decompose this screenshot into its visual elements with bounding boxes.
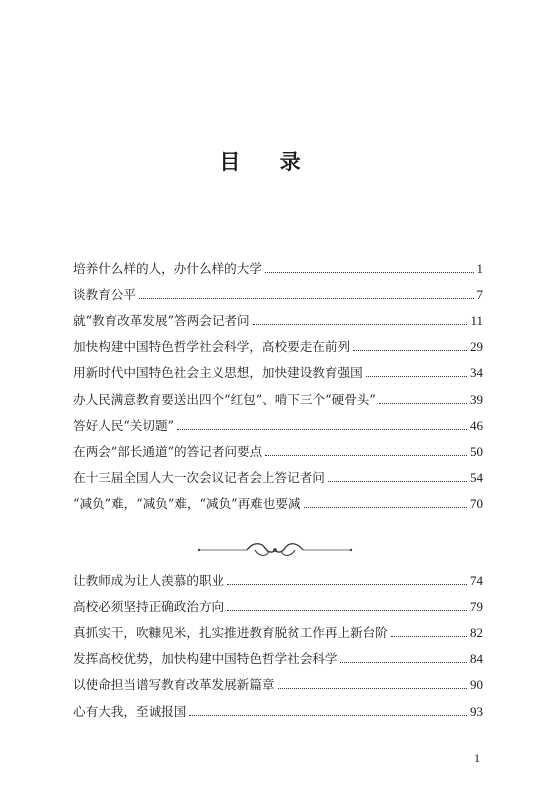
dot-leader	[278, 688, 468, 689]
toc-entry-title: 发挥高校优势，加快构建中国特色哲学社会科学	[73, 651, 338, 667]
dot-leader	[189, 715, 467, 716]
toc-entry[interactable]	[73, 641, 483, 667]
toc-entry-page: 46	[470, 417, 483, 433]
toc-entry[interactable]	[73, 563, 483, 589]
ornament-divider	[195, 540, 355, 560]
toc-entry[interactable]	[73, 251, 483, 277]
toc-entry-page: 70	[470, 495, 483, 511]
toc-entry-title: “减负”难，“减负”难，“减负”再难也要减	[73, 495, 301, 511]
toc-entry-title: 心有大我，至诚报国	[73, 703, 187, 719]
dot-leader	[391, 636, 467, 637]
toc-section-1	[73, 251, 483, 512]
dot-leader	[265, 272, 474, 273]
toc-entry-title: 高校必须坚持正确政治方向	[73, 599, 225, 615]
toc-entry-page: 34	[470, 365, 483, 381]
toc-entry[interactable]	[73, 615, 483, 641]
toc-entry-page: 82	[470, 625, 483, 641]
toc-entry[interactable]	[73, 486, 483, 512]
toc-entry-title: 谈教育公平	[73, 287, 136, 303]
toc-section-2	[73, 563, 483, 720]
toc-entry[interactable]	[73, 693, 483, 719]
toc-entry-page: 93	[470, 703, 483, 719]
toc-entry-title: 答好人民“关切题”	[73, 417, 175, 433]
toc-entry-title: 加快构建中国特色哲学社会科学，高校要走在前列	[73, 339, 351, 355]
toc-entry-page: 54	[470, 469, 483, 485]
dot-leader	[304, 507, 467, 508]
toc-entry[interactable]	[73, 329, 483, 355]
dot-leader	[253, 324, 468, 325]
toc-entry-page: 7	[476, 287, 483, 303]
toc-entry-title: 让教师成为让人羡慕的职业	[73, 573, 225, 589]
dot-leader	[139, 298, 474, 299]
toc-entry[interactable]	[73, 408, 483, 434]
toc-entry[interactable]	[73, 303, 483, 329]
toc-entry[interactable]	[73, 589, 483, 615]
toc-entry[interactable]	[73, 277, 483, 303]
toc-entry[interactable]	[73, 667, 483, 693]
dot-leader	[353, 350, 467, 351]
toc-entry-page: 39	[470, 391, 483, 407]
page-title: 目 录	[219, 149, 317, 174]
toc-entry-title: 真抓实干，吹糠见米，扎实推进教育脱贫工作再上新台阶	[73, 625, 388, 641]
toc-entry-page: 90	[470, 677, 483, 693]
toc-entry-page: 50	[470, 443, 483, 459]
toc-entry[interactable]	[73, 460, 483, 486]
toc-entry-title: 在十三届全国人大一次会议记者会上答记者问	[73, 469, 325, 485]
toc-entry-title: 办人民满意教育要送出四个“红包”、啃下三个“硬骨头”	[73, 391, 376, 407]
dot-leader	[227, 584, 467, 585]
dot-leader	[340, 662, 467, 663]
page-number: 1	[474, 751, 480, 765]
dot-leader	[328, 481, 467, 482]
toc-entry-title: 用新时代中国特色社会主义思想，加快建设教育强国	[73, 365, 363, 381]
toc-entry-title: 以使命担当谱写教育改革发展新篇章	[73, 677, 275, 693]
toc-entry-title: 就“教育改革发展”答两会记者问	[73, 313, 250, 329]
dot-leader	[227, 610, 467, 611]
toc-entry-page: 29	[470, 339, 483, 355]
dot-leader	[265, 455, 467, 456]
toc-entry[interactable]	[73, 434, 483, 460]
toc-entry-title: 在两会“部长通道”的答记者问要点	[73, 443, 263, 459]
toc-entry-page: 74	[470, 573, 483, 589]
dot-leader	[366, 376, 467, 377]
toc-entry[interactable]	[73, 355, 483, 381]
dot-leader	[177, 429, 467, 430]
toc-entry-page: 1	[476, 261, 483, 277]
toc-entry-page: 11	[470, 313, 483, 329]
toc-entry-title: 培养什么样的人，办什么样的大学	[73, 261, 262, 277]
toc-entry-page: 84	[470, 651, 483, 667]
toc-entry-page: 79	[470, 599, 483, 615]
toc-entry[interactable]	[73, 381, 483, 407]
dot-leader	[379, 403, 467, 404]
